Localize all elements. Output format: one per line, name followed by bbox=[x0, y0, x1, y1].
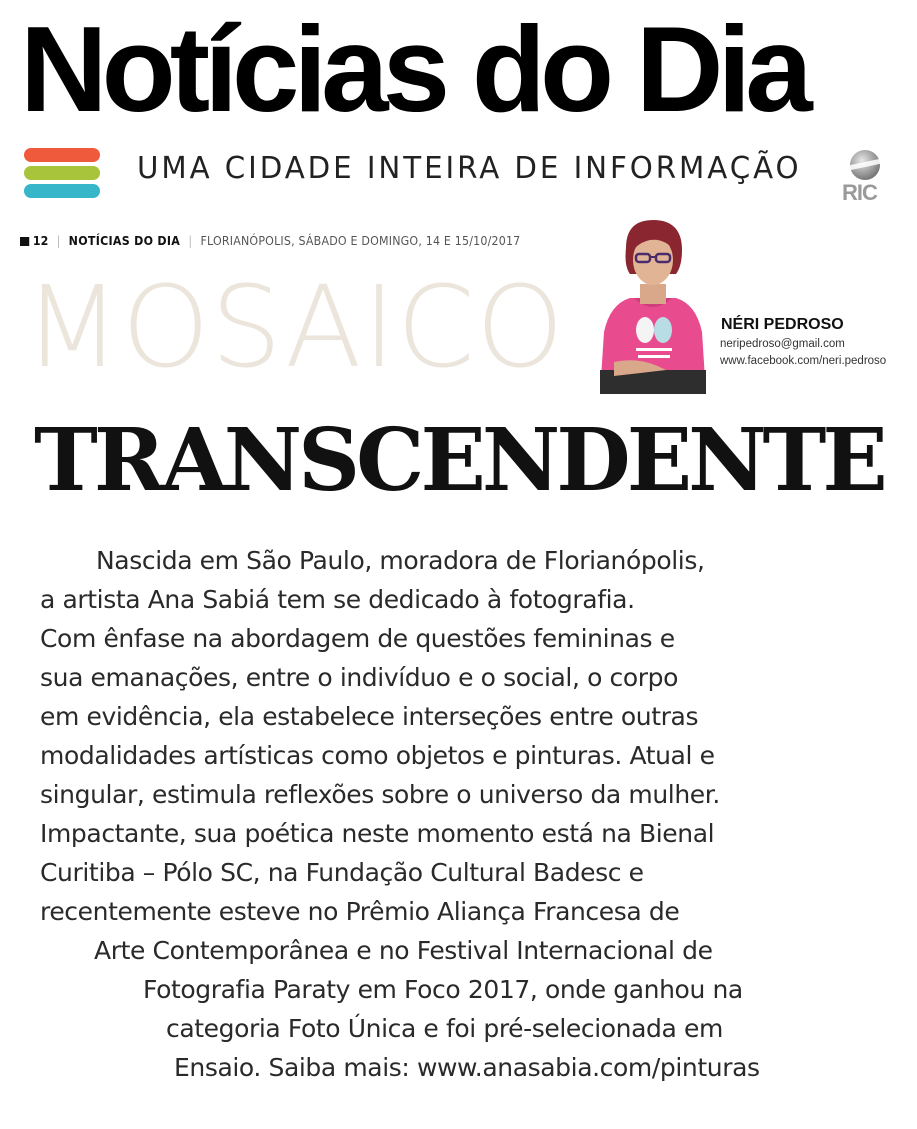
masthead-title: Notícias do Dia bbox=[20, 1, 807, 137]
article-line: Fotografia Paraty em Foco 2017, onde ganhou na bbox=[143, 975, 743, 1004]
article-line: sua emanações, entre o indivíduo e o social, o corpo bbox=[40, 663, 678, 692]
author-email[interactable]: neripedroso@gmail.com bbox=[720, 338, 845, 350]
ric-logo-text: RIC bbox=[842, 180, 877, 205]
article-line: Com ênfase na abordagem de questões femininas e bbox=[40, 624, 675, 653]
masthead-tagline: UMA CIDADE INTEIRA DE INFORMAÇÃO bbox=[137, 151, 802, 186]
article-line: categoria Foto Única e foi pré-selecionada em bbox=[166, 1014, 723, 1043]
page-dateline bbox=[20, 234, 520, 248]
paper-name: NOTÍCIAS DO DIA bbox=[68, 234, 181, 248]
author-name: NÉRI PEDROSO bbox=[721, 316, 844, 333]
square-icon bbox=[20, 237, 29, 246]
logo-bar-blue bbox=[24, 184, 100, 198]
article-line: Arte Contemporânea e no Festival Internacional de bbox=[94, 936, 713, 965]
author-portrait bbox=[600, 212, 706, 394]
divider: | bbox=[56, 234, 61, 248]
article-line: recentemente esteve no Prêmio Aliança Francesa de bbox=[40, 897, 680, 926]
article-line: Nascida em São Paulo, moradora de Florianópolis, bbox=[96, 546, 705, 575]
article-headline: TRANSCENDENTE bbox=[34, 410, 884, 511]
logo-bar-green bbox=[24, 166, 100, 180]
section-title: MOSAICO bbox=[24, 263, 565, 393]
author-facebook[interactable]: www.facebook.com/neri.pedroso bbox=[720, 355, 887, 367]
edition-date: FLORIANÓPOLIS, SÁBADO E DOMINGO, 14 E 15/10/2017 bbox=[200, 234, 521, 248]
article-line: singular, estimula reflexões sobre o universo da mulher. bbox=[40, 780, 720, 809]
article-line: modalidades artísticas como objetos e pinturas. Atual e bbox=[40, 741, 715, 770]
globe-icon bbox=[850, 150, 880, 180]
page-number: 12 bbox=[32, 234, 49, 248]
article-line: Curitiba – Pólo SC, na Fundação Cultural Badesc e bbox=[40, 858, 644, 887]
divider: | bbox=[188, 234, 193, 248]
logo-bar-red bbox=[24, 148, 100, 162]
article-line: a artista Ana Sabiá tem se dedicado à fotografia. bbox=[40, 585, 635, 614]
ric-logo bbox=[838, 150, 896, 206]
article-line[interactable]: Ensaio. Saiba mais: www.anasabia.com/pinturas bbox=[174, 1053, 760, 1082]
brand-logo-bars bbox=[24, 148, 100, 202]
article-line: Impactante, sua poética neste momento está na Bienal bbox=[40, 819, 715, 848]
article-line: em evidência, ela estabelece interseções entre outras bbox=[40, 702, 699, 731]
